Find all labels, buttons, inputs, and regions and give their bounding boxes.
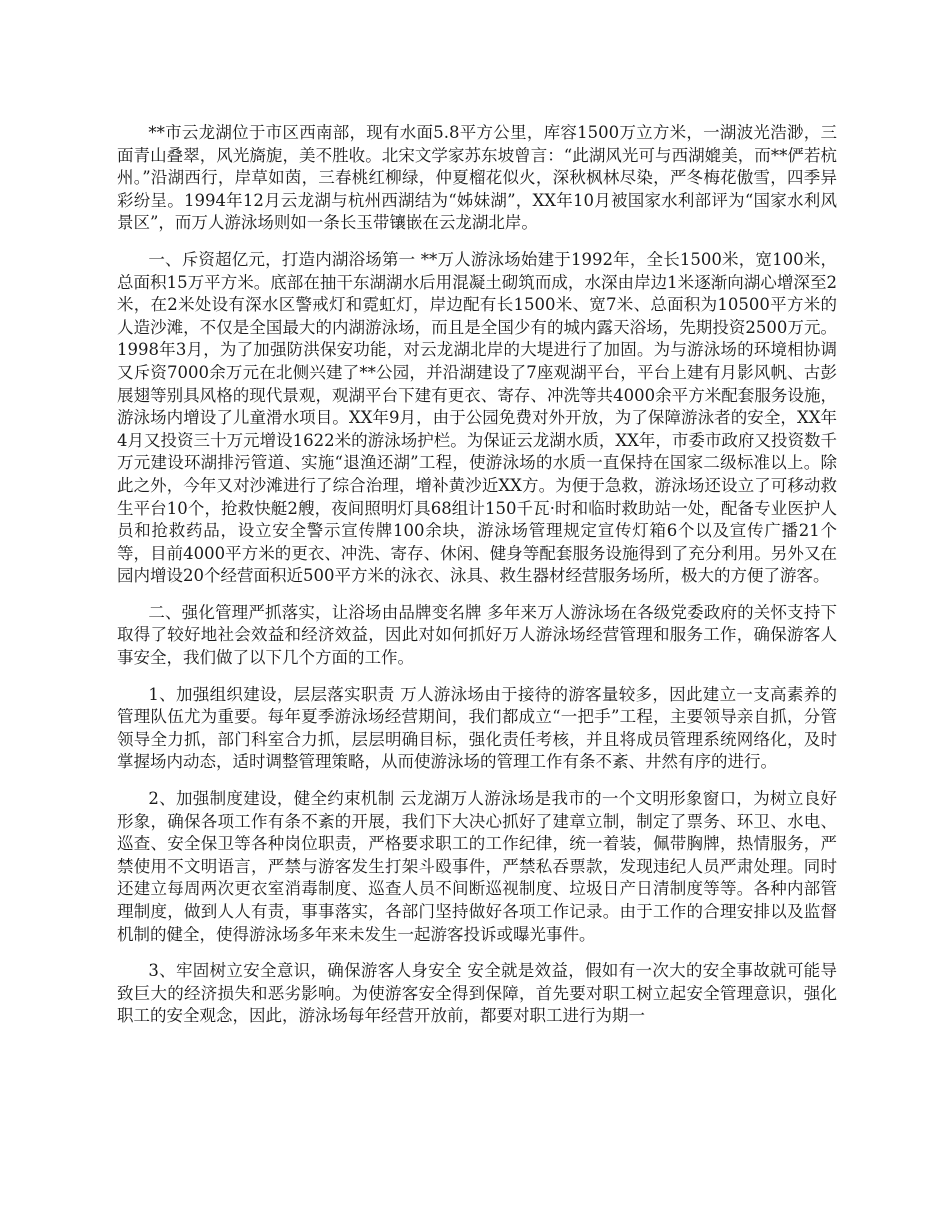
paragraph-intro: **市云龙湖位于市区西南部，现有水面5.8平方公里，库容1500万立方米，一湖波光浩渺，三面青山叠翠，风光旖旎，美不胜收。北宋文学家苏东坡曾言：“此湖风光可与西湖媲美，而**俨若杭州。”沿湖西行，岸草如茵，三春桃红柳绿，仲夏榴花似火，深秋枫林尽染，严冬梅花傲雪，四季异彩纷呈。1994年12月云龙湖与杭州西湖结为“姊妹湖”，XX年10月被国家水利部评为“国家水利风景区”，而万人游泳场则如一条长玉带镶嵌在云龙湖北岸。 — [117, 123, 837, 233]
paragraph-section-2: 二、强化管理严抓落实，让浴场由品牌变名牌 多年来万人游泳场在各级党委政府的关怀支持下取得了较好地社会效益和经济效益，因此对如何抓好万人游泳场经营管理和服务工作，确保游客人事安全，我们做了以下几个方面的工作。 — [117, 602, 837, 668]
paragraph-section-1: 一、斥资超亿元，打造内湖浴场第一 **万人游泳场始建于1992年，全长1500米，宽100米，总面积15万平方米。底部在抽干东湖湖水后用混凝土砌筑而成，水深由岸边1米逐渐向湖心增深至2米，在2米处设有深水区警戒灯和霓虹灯，岸边配有长1500米、宽7米、总面积为10500平方米的人造沙滩，不仅是全国最大的内湖游泳场，而且是全国少有的城内露天浴场，先期投资2500万元。1998年3月，为了加强防洪保安功能，对云龙湖北岸的大堤进行了加固。为与游泳场的环境相协调又斥资7000余万元在北侧兴建了**公园，并沿湖建设了7座观湖平台，平台上建有月影风帆、古彭展翅等别具风格的现代景观，观湖平台下建有更衣、寄存、冲洗等共4000余平方米配套服务设施，游泳场内增设了儿童滑水项目。XX年9月，由于公园免费对外开放，为了保障游泳者的安全，XX年4月又投资三十万元增设1622米的游泳场护栏。为保证云龙湖水质，XX年，市委市政府又投资数千万元建设环湖排污管道、实施“退渔还湖”工程，使游泳场的水质一直保持在国家二级标准以上。除此之外，今年又对沙滩进行了综合治理，增补黄沙近XX方。为便于急救，游泳场还设立了可移动救生平台10个，抢救快艇2艘，夜间照明灯具68组计150千瓦·时和临时救助站一处，配备专业医护人员和抢救药品，设立安全警示宣传牌100余块，游泳场管理规定宣传灯箱6个以及宣传广播21个等，目前4000平方米的更衣、冲洗、寄存、休闲、健身等配套服务设施得到了充分利用。另外又在园内增设20个经营面积近500平方米的泳衣、泳具、救生器材经营服务场所，极大的方便了游客。 — [117, 249, 837, 586]
paragraph-item-2: 2、加强制度建设，健全约束机制 云龙湖万人游泳场是我市的一个文明形象窗口，为树立良好形象，确保各项工作有条不紊的开展，我们下大决心抓好了建章立制，制定了票务、环卫、水电、巡查、安全保卫等各种岗位职责，严格要求职工的工作纪律，统一着装，佩带胸牌，热情服务，严禁使用不文明语言，严禁与游客发生打架斗殴事件，严禁私吞票款，发现违纪人员严肃处理。同时还建立每周两次更衣室消毒制度、巡查人员不间断巡视制度、垃圾日产日清制度等等。各种内部管理制度，做到人人有责，事事落实，各部门坚持做好各项工作记录。由于工作的合理安排以及监督机制的健全，使得游泳场多年来未发生一起游客投诉或曝光事件。 — [117, 789, 837, 944]
paragraph-item-3: 3、牢固树立安全意识，确保游客人身安全 安全就是效益，假如有一次大的安全事故就可能导致巨大的经济损失和恶劣影响。为使游客安全得到保障，首先要对职工树立起安全管理意识，强化职工的安全观念，因此，游泳场每年经营开放前，都要对职工进行为期一 — [117, 961, 837, 1026]
paragraph-item-1: 1、加强组织建设，层层落实职责 万人游泳场由于接待的游客量较多，因此建立一支高素养的管理队伍尤为重要。每年夏季游泳场经营期间，我们都成立“一把手”工程，主要领导亲自抓，分管领导全力抓，部门科室合力抓，层层明确目标，强化责任考核，并且将成员管理系统网络化，及时掌握场内动态，适时调整管理策略，从而使游泳场的管理工作有条不紊、井然有序的进行。 — [117, 684, 837, 772]
document-body — [117, 122, 837, 1042]
